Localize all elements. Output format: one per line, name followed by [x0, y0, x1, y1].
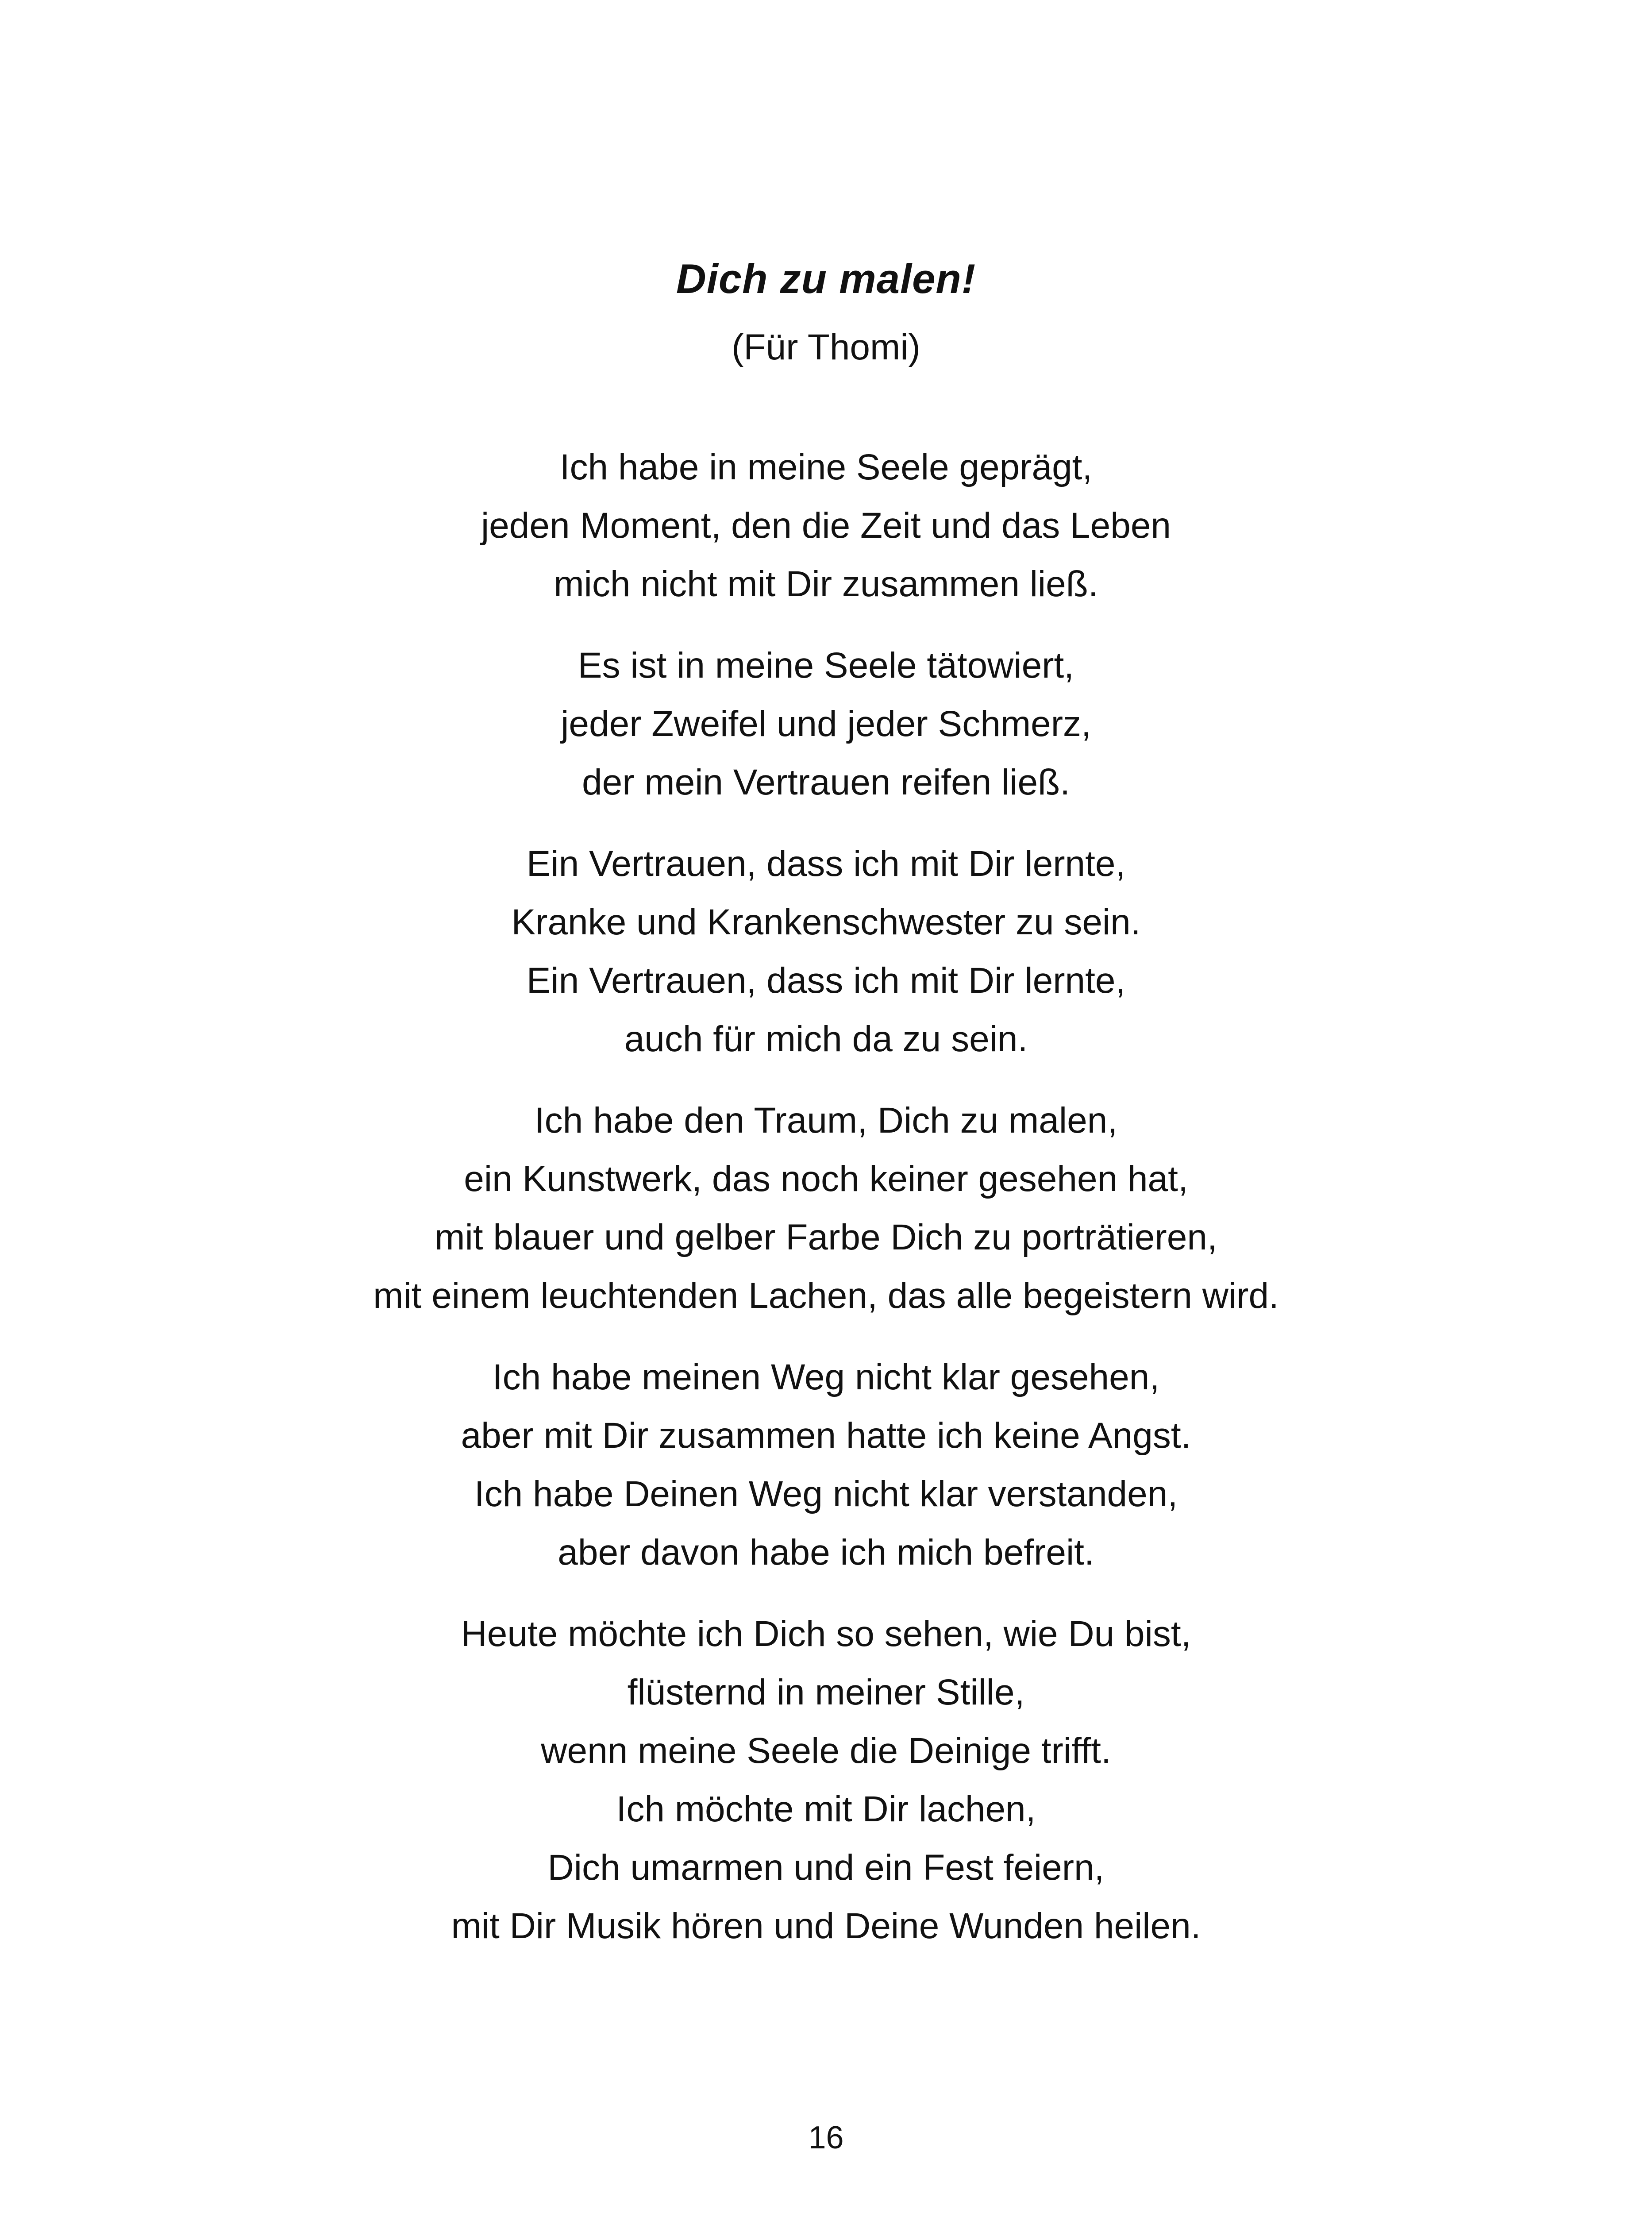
- stanza: [0, 438, 1652, 613]
- page-number: 16: [808, 2120, 844, 2155]
- poem-line: Ich habe in meine Seele geprägt,: [559, 447, 1093, 487]
- poem-body: [0, 438, 1652, 1978]
- poem-line: Ich habe den Traum, Dich zu malen,: [534, 1100, 1118, 1141]
- poem-line: mit einem leuchtenden Lachen, das alle begeistern wird.: [373, 1276, 1279, 1316]
- poem-line: Ein Vertrauen, dass ich mit Dir lernte,: [526, 960, 1126, 1001]
- poem-line: Ich möchte mit Dir lachen,: [616, 1789, 1036, 1829]
- stanza: [0, 1348, 1652, 1582]
- poem-line: auch für mich da zu sein.: [624, 1019, 1028, 1059]
- stanza: [0, 1091, 1652, 1325]
- poem-line: Dich umarmen und ein Fest feiern,: [547, 1847, 1105, 1888]
- poem-line: der mein Vertrauen reifen ließ.: [582, 762, 1070, 802]
- poem-line: Ein Vertrauen, dass ich mit Dir lernte,: [526, 844, 1126, 884]
- stanza: [0, 1605, 1652, 1955]
- poem-line: Ich habe meinen Weg nicht klar gesehen,: [492, 1357, 1160, 1397]
- poem-line: mit Dir Musik hören und Deine Wunden heilen.: [451, 1906, 1201, 1946]
- poem-line: jeden Moment, den die Zeit und das Leben: [481, 505, 1171, 546]
- poem-dedication: (Für Thomi): [732, 327, 920, 367]
- poem-line: mit blauer und gelber Farbe Dich zu porträtieren,: [435, 1217, 1217, 1257]
- poem-line: Kranke und Krankenschwester zu sein.: [511, 902, 1141, 942]
- poem-line: ein Kunstwerk, das noch keiner gesehen hat,: [464, 1159, 1188, 1199]
- poem-line: Heute möchte ich Dich so sehen, wie Du bist,: [461, 1614, 1191, 1654]
- poem-line: wenn meine Seele die Deinige trifft.: [541, 1731, 1111, 1771]
- poem-line: Es ist in meine Seele tätowiert,: [578, 645, 1074, 686]
- stanza: [0, 636, 1652, 812]
- poem-line: aber davon habe ich mich befreit.: [558, 1532, 1094, 1573]
- poem-line: flüsternd in meiner Stille,: [627, 1672, 1025, 1712]
- poem-line: mich nicht mit Dir zusammen ließ.: [554, 564, 1098, 604]
- poem-title: Dich zu malen!: [676, 255, 976, 302]
- poem-line: Ich habe Deinen Weg nicht klar verstanden,: [474, 1474, 1178, 1514]
- stanza: [0, 835, 1652, 1068]
- poem-line: aber mit Dir zusammen hatte ich keine Angst.: [461, 1415, 1191, 1456]
- poem-line: jeder Zweifel und jeder Schmerz,: [561, 704, 1091, 744]
